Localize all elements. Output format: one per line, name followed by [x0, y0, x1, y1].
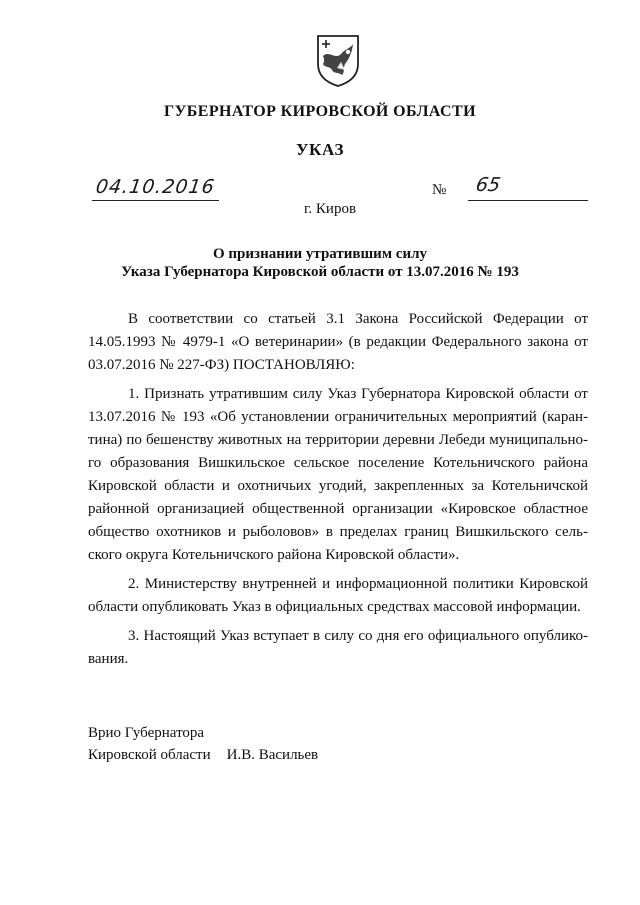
body-line: го образования Вишкильское сельское поселение Котельничского района — [88, 455, 588, 471]
body-line: 3. Настоящий Указ вступает в силу со дня его официального опублико- — [128, 628, 588, 644]
decree-body — [88, 308, 588, 671]
number-value: 65 — [474, 174, 503, 196]
date-field — [92, 176, 219, 201]
signatory-region: Кировской области — [88, 747, 211, 763]
body-line: общество охотников и рыболовов» в пределах границ Вишкильского сель- — [88, 524, 588, 540]
body-line: 13.07.2016 № 193 «Об установлении ограничительных мероприятий (каран- — [88, 409, 588, 425]
issuer-title: ГУБЕРНАТОР КИРОВСКОЙ ОБЛАСТИ — [164, 103, 476, 120]
number-label: № — [432, 182, 447, 198]
decree-title-line-1: О признании утратившим силу — [213, 246, 427, 262]
number-field — [468, 174, 588, 201]
body-line: 03.07.2016 № 227-ФЗ) ПОСТАНОВЛЯЮ: — [88, 357, 355, 373]
signature-block — [88, 722, 318, 766]
body-line: районной организацией общественной организации «Кировское областное — [88, 501, 588, 517]
body-line: В соответствии со статьей 3.1 Закона Российской Федерации от — [128, 311, 588, 327]
decree-title-line-2: Указа Губернатора Кировской области от 13.07.2016 № 193 — [121, 264, 519, 280]
body-line: 1. Признать утратившим силу Указ Губернатора Кировской области от — [128, 386, 588, 402]
body-line: 14.05.1993 № 4979-1 «О ветеринарии» (в редакции Федерального закона от — [88, 334, 588, 350]
body-line: тина) по бешенству животных на территории деревни Лебеди муниципально- — [88, 432, 588, 448]
body-line: Кировской области и охотничьих угодий, закрепленных за Котельничской — [88, 478, 588, 494]
date-value: 04.10.2016 — [94, 176, 217, 198]
body-line: вания. — [88, 651, 129, 667]
kirov-oblast-coat-of-arms-icon — [315, 34, 361, 88]
signatory-position: Врио Губернатора — [88, 725, 205, 741]
city-label: г. Киров — [303, 201, 357, 217]
body-line: 2. Министерству внутренней и информационной политики Кировской — [128, 576, 588, 592]
document-type: УКАЗ — [295, 140, 345, 159]
body-line: ского округа Котельничского района Кировской области». — [88, 547, 460, 563]
signatory-name: И.В. Васильев — [226, 747, 319, 763]
body-line: области опубликовать Указ в официальных средствах массовой информации. — [88, 599, 581, 615]
